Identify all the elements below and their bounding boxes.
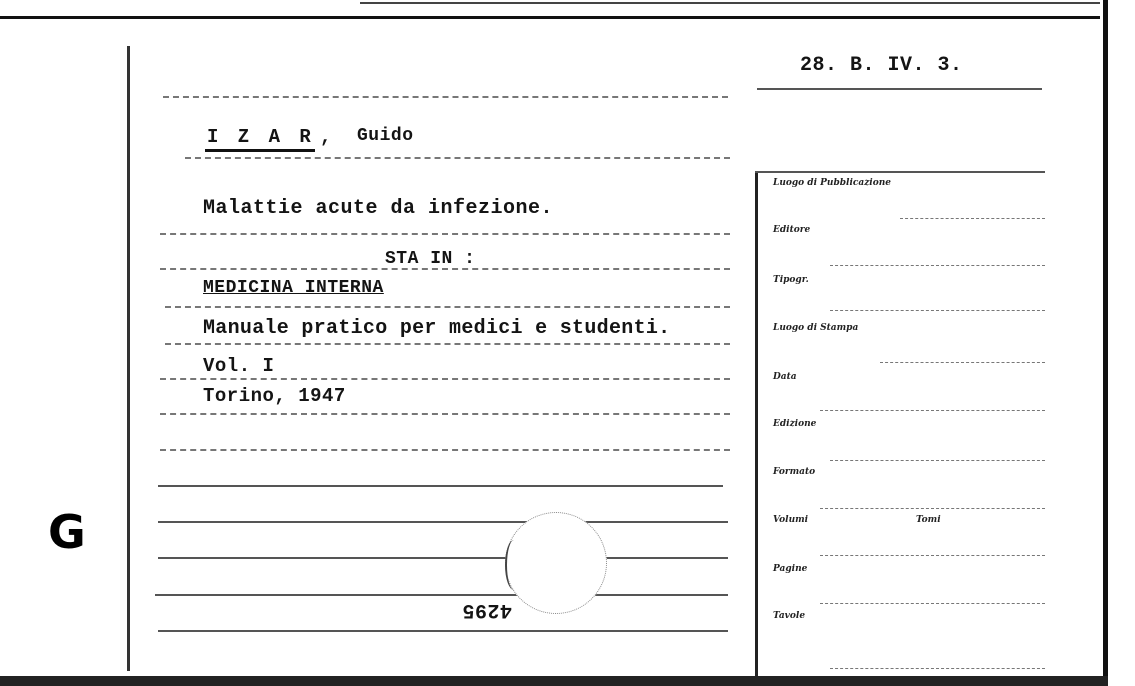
rule-2 bbox=[185, 157, 730, 159]
rule-7 bbox=[160, 378, 730, 380]
field-formato: Formato bbox=[773, 467, 816, 477]
field-volumi: Volumi bbox=[773, 515, 809, 525]
rule-1 bbox=[163, 96, 728, 98]
place-year: Torino, 1947 bbox=[203, 385, 346, 407]
rule-12 bbox=[158, 557, 728, 559]
field-data: Data bbox=[773, 372, 797, 382]
field-luogo-stampa: Luogo di Stampa bbox=[773, 323, 859, 333]
author-given-name: Guido bbox=[357, 126, 414, 146]
field-rule-2 bbox=[830, 265, 1045, 266]
rule-5 bbox=[165, 306, 730, 308]
shelfmark: 28. B. IV. 3. bbox=[800, 54, 963, 77]
rule-6 bbox=[165, 343, 730, 345]
bottom-border bbox=[0, 676, 1108, 686]
rule-8 bbox=[160, 413, 730, 415]
shelfmark-rule bbox=[757, 88, 1042, 90]
host-title: MEDICINA INTERNA bbox=[203, 278, 384, 298]
host-subtitle: Manuale pratico per medici e studenti. bbox=[203, 317, 671, 340]
field-box-top bbox=[755, 171, 1045, 173]
sta-in-label: STA IN : bbox=[385, 249, 476, 269]
field-pagine: Pagine bbox=[773, 564, 808, 574]
work-title: Malattie acute da infezione. bbox=[203, 197, 554, 220]
rule-9 bbox=[160, 449, 730, 451]
field-rule-6 bbox=[830, 460, 1045, 461]
field-edizione: Edizione bbox=[773, 419, 817, 429]
top-border-faint bbox=[360, 2, 1100, 4]
field-rule-10 bbox=[830, 668, 1045, 669]
stamp-arc bbox=[505, 540, 523, 590]
author-surname: I Z A R bbox=[207, 126, 315, 148]
author-surname-underline bbox=[205, 149, 315, 152]
left-margin-line bbox=[127, 46, 130, 671]
rule-13 bbox=[155, 594, 728, 596]
field-editore: Editore bbox=[773, 225, 811, 235]
field-box bbox=[755, 171, 758, 676]
rule-11 bbox=[158, 521, 728, 523]
inventory-number: 4295 bbox=[462, 598, 513, 621]
field-rule-9 bbox=[820, 603, 1045, 604]
field-rule-8 bbox=[820, 555, 1045, 556]
field-tomi: Tomi bbox=[916, 515, 941, 525]
field-rule-4 bbox=[880, 362, 1045, 363]
field-tavole: Tavole bbox=[773, 611, 806, 621]
field-luogo-pubblicazione: Luogo di Pubblicazione bbox=[773, 178, 891, 188]
author-separator: , bbox=[320, 126, 332, 148]
field-rule-1 bbox=[900, 218, 1045, 219]
right-border bbox=[1103, 0, 1108, 686]
rule-3 bbox=[160, 233, 730, 235]
rule-14 bbox=[158, 630, 728, 632]
field-rule-3 bbox=[830, 310, 1045, 311]
volume: Vol. I bbox=[203, 355, 275, 377]
top-border bbox=[0, 16, 1100, 19]
field-tipogr: Tipogr. bbox=[773, 275, 809, 285]
field-rule-7 bbox=[820, 508, 1045, 509]
rule-10 bbox=[158, 485, 723, 487]
field-rule-5 bbox=[820, 410, 1045, 411]
side-letter: G bbox=[48, 505, 86, 559]
